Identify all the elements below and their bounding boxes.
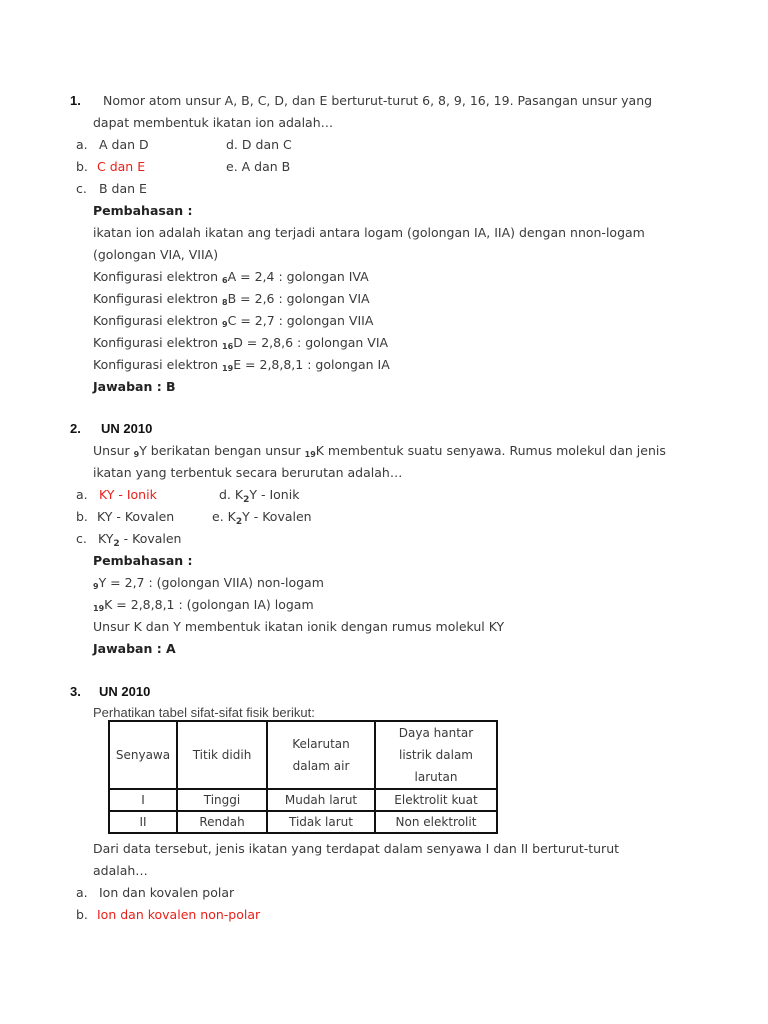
q2-option-a-correct: KY - Ionik: [99, 487, 157, 502]
q1-stem-line1: Nomor atom unsur A, B, C, D, dan E berturut-turut 6, 8, 9, 16, 19. Pasangan unsur yang: [103, 93, 653, 108]
table-cell: Non elektrolit: [375, 811, 497, 833]
q2-option-c: $KY_2$ - Kovalen: [98, 531, 182, 549]
q2-explanation-line1: $_9$Y = 2,7 : (golongan VIIA) non-logam: [93, 575, 324, 591]
q3-option-a: Ion dan kovalen polar: [99, 885, 235, 900]
q1-config-c: Konfigurasi elektron $_9$C = 2,7 : golongan VIIA: [93, 313, 374, 329]
q2-option-c-letter: c.: [76, 531, 87, 546]
table-cell: Mudah larut: [267, 789, 375, 811]
q1-config-e: Konfigurasi elektron $_{19}$E = 2,8,8,1 : golongan IA: [93, 357, 390, 373]
q3-option-a-letter: a.: [76, 885, 88, 900]
q2-option-e: e. $K_2Y$ - Kovalen: [212, 509, 312, 527]
q2-stem-line2: ikatan yang terbentuk secara berurutan adalah…: [93, 465, 403, 480]
q3-stem-line2: adalah…: [93, 863, 148, 878]
table-row: [109, 789, 497, 811]
q1-stem-line2: dapat membentuk ikatan ion adalah…: [93, 115, 334, 130]
q1-explanation-line1: ikatan ion adalah ikatan ang terjadi antara logam (golongan IA, IIA) dengan nnon-logam: [93, 225, 645, 240]
q3-stem-line1: Dari data tersebut, jenis ikatan yang terdapat dalam senyawa I dan II berturut-turut: [93, 841, 620, 856]
q1-number: 1.: [70, 93, 81, 108]
q3-option-b-letter: b.: [76, 907, 88, 922]
q1-config-d: Konfigurasi elektron $_{16}$D = 2,8,6 : golongan VIA: [93, 335, 389, 351]
q1-answer: Jawaban : B: [93, 379, 176, 394]
q1-option-c: B dan E: [99, 181, 147, 196]
q2-option-d: d. $K_2Y$ - Ionik: [219, 487, 300, 505]
q1-option-d: d. D dan C: [226, 137, 292, 152]
table-row: [109, 811, 497, 833]
q2-answer: Jawaban : A: [93, 641, 176, 656]
q1-config-a: Konfigurasi elektron $_6$A = 2,4 : golongan IVA: [93, 269, 369, 285]
q3-option-b-correct: Ion dan kovalen non-polar: [97, 907, 261, 922]
table-header-cell: Daya hantar listrik dalam larutan: [375, 721, 497, 789]
q1-pembahasan-label: Pembahasan :: [93, 203, 193, 218]
q1-option-c-letter: c.: [76, 181, 87, 196]
q3-heading: UN 2010: [99, 684, 151, 699]
q2-pembahasan-label: Pembahasan :: [93, 553, 193, 568]
q2-explanation-line2: $_{19}$K = 2,8,8,1 : (golongan IA) logam: [93, 597, 314, 613]
q2-explanation-line3: Unsur K dan Y membentuk ikatan ionik dengan rumus molekul KY: [93, 619, 505, 634]
table-header-cell: Kelarutan dalam air: [267, 721, 375, 789]
table-header-row: [109, 721, 497, 789]
q3-number: 3.: [70, 684, 81, 699]
table-header-cell: Senyawa: [109, 721, 177, 789]
q1-option-b-correct: C dan E: [97, 159, 146, 174]
table-cell: Elektrolit kuat: [375, 789, 497, 811]
q2-stem-line1: Unsur $_9$Y berikatan bengan unsur $_{19}$K membentuk suatu senyawa. Rumus molekul dan jenis: [93, 443, 666, 459]
q2-number: 2.: [70, 421, 81, 436]
q2-heading: UN 2010: [101, 421, 153, 436]
table-cell: Tidak larut: [267, 811, 375, 833]
table-header-cell: Titik didih: [177, 721, 267, 789]
q1-option-e: e. A dan B: [226, 159, 291, 174]
q2-option-a-letter: a.: [76, 487, 88, 502]
q3-intro: Perhatikan tabel sifat-sifat fisik berikut:: [93, 705, 315, 720]
table-cell: Tinggi: [177, 789, 267, 811]
table-cell: Rendah: [177, 811, 267, 833]
q1-explanation-line2: (golongan VIA, VIIA): [93, 247, 219, 262]
table-cell: II: [109, 811, 177, 833]
q1-config-b: Konfigurasi elektron $_8$B = 2,6 : golongan VIA: [93, 291, 370, 307]
table-cell: I: [109, 789, 177, 811]
q2-option-b: KY - Kovalen: [97, 509, 175, 524]
q1-option-b-letter: b.: [76, 159, 88, 174]
properties-table: [108, 720, 498, 834]
q1-option-a: A dan D: [99, 137, 149, 152]
q2-option-b-letter: b.: [76, 509, 88, 524]
q1-option-a-letter: a.: [76, 137, 88, 152]
